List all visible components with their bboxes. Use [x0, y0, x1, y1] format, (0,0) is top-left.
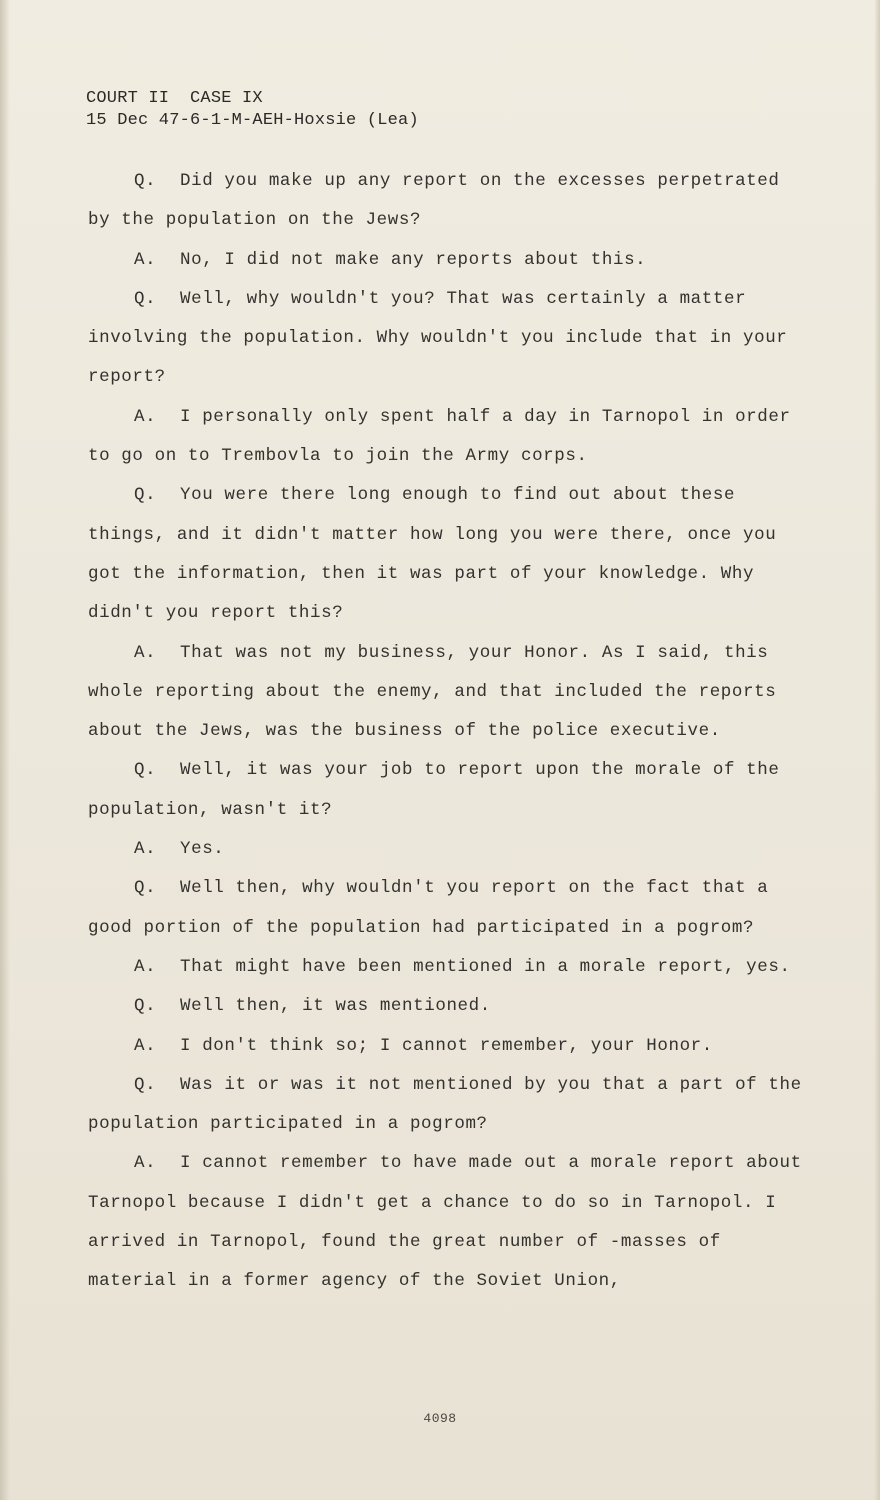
paragraph-text: Well then, it was mentioned. — [180, 996, 491, 1017]
paragraph-text: Well then, why wouldn't you report on the fact that a good portion of the population had participated in a pogrom? — [88, 878, 769, 938]
paragraph-text: Well, why wouldn't you? That was certainly a matter involving the population. Why wouldn't you include that in your report? — [88, 288, 788, 388]
page-edge-shadow-left — [0, 0, 10, 1500]
paragraph-text: That might have been mentioned in a morale report, yes. — [180, 956, 791, 977]
speaker-label: Q. — [134, 1074, 157, 1095]
paragraph-text: That was not my business, your Honor. As I said, this whole reporting about the enemy, and that included the reports about the Jews, was the business of the police executive. — [88, 642, 777, 742]
transcript-body — [88, 162, 808, 1302]
paragraph-text: I cannot remember to have made out a morale report about Tarnopol because I didn't get a chance to do so in Tarnopol. I arrived in Tarnopol, found the great number of -masses of material in a former agency of the Soviet Union, — [88, 1153, 802, 1292]
speaker-label: A. — [134, 839, 157, 860]
paragraph-text: Did you make up any report on the excesses perpetrated by the population on the Jews? — [88, 171, 780, 231]
paragraph-text: Well, it was your job to report upon the morale of the population, wasn't it? — [88, 760, 780, 820]
paragraph-text: Was it or was it not mentioned by you that a part of the population participated in a pogrom? — [88, 1074, 802, 1135]
court-case-line: COURT II CASE IX — [86, 89, 263, 108]
document-header — [86, 88, 419, 132]
page-edge-shadow-right — [874, 0, 880, 1500]
speaker-label: Q. — [134, 288, 157, 309]
transcript-paragraph — [88, 948, 808, 987]
transcript-paragraph — [88, 476, 808, 633]
transcript-paragraph — [88, 1027, 808, 1066]
transcript-paragraph — [88, 751, 808, 830]
transcript-paragraph — [88, 1066, 808, 1145]
transcript-paragraph — [88, 1144, 808, 1301]
speaker-label: A. — [134, 1153, 157, 1174]
transcript-paragraph — [88, 162, 808, 241]
speaker-label: Q. — [134, 878, 157, 899]
speaker-label: A. — [134, 406, 157, 427]
speaker-label: Q. — [134, 171, 157, 191]
paragraph-text: I don't think so; I cannot remember, your Honor. — [180, 1035, 713, 1056]
transcript-paragraph — [88, 830, 808, 869]
session-reference-line: 15 Dec 47-6-1-M-AEH-Hoxsie (Lea) — [86, 111, 419, 130]
transcript-paragraph — [88, 398, 808, 477]
speaker-label: A. — [134, 249, 157, 270]
transcript-paragraph — [88, 280, 808, 398]
speaker-label: A. — [134, 1035, 157, 1056]
speaker-label: A. — [134, 956, 157, 977]
transcript-paragraph — [88, 869, 808, 948]
paragraph-text: Yes. — [180, 839, 225, 860]
transcript-paragraph — [88, 241, 808, 280]
paragraph-text: I personally only spent half a day in Tarnopol in order to go on to Trembovla to join the Army corps. — [88, 406, 791, 467]
speaker-label: Q. — [134, 485, 157, 506]
speaker-label: Q. — [134, 996, 157, 1017]
paragraph-text: No, I did not make any reports about this. — [180, 249, 647, 270]
transcript-paragraph — [88, 987, 808, 1026]
page-number: 4098 — [423, 1411, 457, 1426]
paragraph-text: You were there long enough to find out about these things, and it didn't matter how long you were there, once you got the information, then it was part of your knowledge. Why didn't you report this? — [88, 485, 777, 624]
speaker-label: A. — [134, 642, 157, 663]
speaker-label: Q. — [134, 760, 157, 781]
transcript-paragraph — [88, 634, 808, 752]
